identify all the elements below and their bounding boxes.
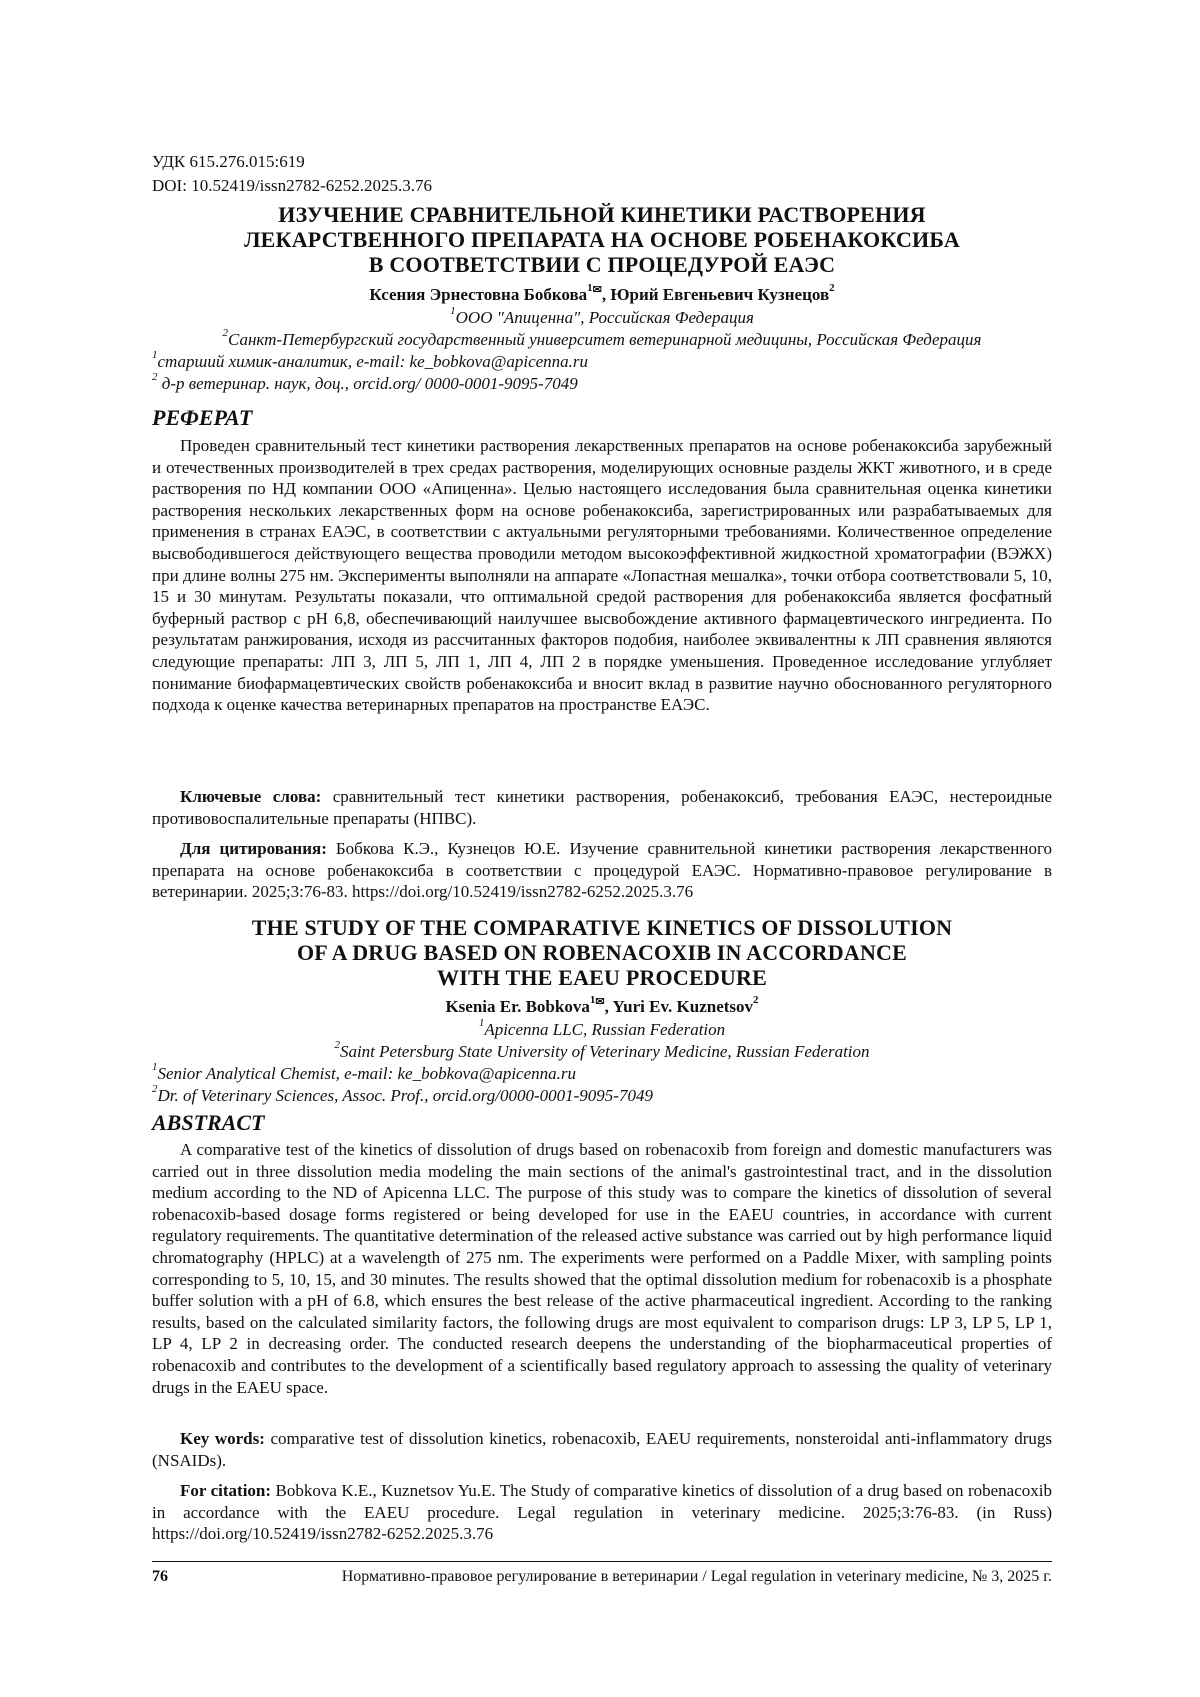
ru-title-line: ИЗУЧЕНИЕ СРАВНИТЕЛЬНОЙ КИНЕТИКИ РАСТВОРЕНИЯ — [152, 202, 1052, 227]
ru-abstract — [152, 435, 1052, 716]
en-keywords-text: comparative test of dissolution kinetics, robenacoxib, EAEU requirements, nonsteroidal anti-inflammatory drugs (NSAIDs). — [152, 1429, 1052, 1470]
ru-note-2-text: д-р ветеринар. наук, доц., orcid.org/ 0000-0001-9095-7049 — [158, 374, 578, 393]
ru-section-heading: РЕФЕРАТ — [152, 405, 1052, 431]
ru-aff-1-text: ООО "Апиценна", Российская Федерация — [456, 308, 754, 327]
en-abstract — [152, 1139, 1052, 1398]
ru-note-1-sup: 1 — [152, 349, 158, 361]
article-header — [152, 150, 1052, 198]
en-aff-2-sup: 2 — [334, 1039, 340, 1051]
article-page — [0, 0, 1200, 1697]
en-title — [152, 915, 1052, 990]
ru-affiliation-2 — [152, 329, 1052, 350]
en-author-1-sup: 1 — [590, 994, 596, 1006]
en-keywords-label: Key words: — [180, 1429, 265, 1448]
en-affiliation-1 — [152, 1019, 1052, 1040]
en-author-1: Ksenia Er. Bobkova — [445, 997, 589, 1016]
ru-title-line: ЛЕКАРСТВЕННОГО ПРЕПАРАТА НА ОСНОВЕ РОБЕНАКОКСИБА — [152, 227, 1052, 252]
ru-affiliation-1 — [152, 307, 1052, 328]
en-section-heading: ABSTRACT — [152, 1110, 1052, 1136]
ru-title-line: В СООТВЕТСТВИИ С ПРОЦЕДУРОЙ ЕАЭС — [152, 252, 1052, 277]
ru-keywords-text: сравнительный тест кинетики растворения, робенакоксиб, требования ЕАЭС, нестероидные противовоспалительные препараты (НПВС). — [152, 787, 1052, 828]
ru-keywords-label: Ключевые слова: — [180, 787, 321, 806]
en-author-note-1 — [152, 1063, 1052, 1084]
ru-aff-2-sup: 2 — [223, 327, 229, 339]
ru-authors: Ксения Эрнестовна Бобкова1✉, Юрий Евгеньевич Кузнецов2 — [152, 284, 1052, 306]
ru-author-note-2 — [152, 373, 1052, 394]
journal-name: Нормативно-правовое регулирование в ветеринарии / Legal regulation in veterinary medicine, № 3, 2025 г. — [342, 1567, 1052, 1587]
en-note-2-sup: 2 — [152, 1083, 158, 1095]
en-author-2: Yuri Ev. Kuznetsov — [612, 997, 753, 1016]
ru-author-1: Ксения Эрнестовна Бобкова — [369, 285, 587, 304]
en-author-sep: , — [605, 997, 613, 1016]
ru-author-sep: , — [602, 285, 611, 304]
ru-note-1-text: старший химик-аналитик, e-mail: ke_bobkova@apicenna.ru — [158, 352, 589, 371]
ru-author-2: Юрий Евгеньевич Кузнецов — [610, 285, 829, 304]
footer-divider — [152, 1561, 1052, 1562]
ru-aff-2-text: Санкт-Петербургский государственный университет ветеринарной медицины, Российская Федерация — [228, 330, 981, 349]
en-title-line: OF A DRUG BASED ON ROBENACOXIB IN ACCORDANCE — [152, 940, 1052, 965]
ru-citation-text: Бобкова К.Э., Кузнецов Ю.Е. Изучение сравнительной кинетики растворения лекарственного препарата на основе робенакоксиба в соответствии с процедурой ЕАЭС. Нормативно-правовое регулирование в ветеринарии. 2025;3:76-83. https://doi.org/10.52419/issn2782-6252.2025.3.76 — [152, 839, 1052, 901]
udk-code: УДК 615.276.015:619 — [152, 150, 1052, 174]
ru-author-note-1 — [152, 351, 1052, 372]
ru-citation-label: Для цитирования: — [180, 839, 327, 858]
ru-title — [152, 202, 1052, 277]
en-keywords — [152, 1428, 1052, 1471]
ru-keywords — [152, 786, 1052, 829]
en-aff-2-text: Saint Petersburg State University of Veterinary Medicine, Russian Federation — [340, 1042, 870, 1061]
ru-citation — [152, 838, 1052, 903]
en-aff-1-text: Apicenna LLC, Russian Federation — [484, 1020, 725, 1039]
en-author-note-2 — [152, 1085, 1052, 1106]
en-note-1-sup: 1 — [152, 1061, 158, 1073]
ru-abstract-text: Проведен сравнительный тест кинетики растворения лекарственных препаратов на основе робенакоксиба зарубежный и отечественных производителей в трех средах растворения, моделирующих основные разделы ЖКТ животного, и в среде растворения по НД компании ООО «Апиценна». Целью настоящего исследования была сравнительная оценка кинетики растворения нескольких лекарственных форм на основе робенакоксиба, зарегистрированных или разрабатываемых для применения в странах ЕАЭС, в соответствии с актуальными регуляторными требованиями. Количественное определение высвободившегося действующего вещества проводили методом высокоэффективной жидкостной хроматографии (ВЭЖХ) при длине волны 275 нм. Эксперименты выполняли на аппарате «Лопастная мешалка», точки отбора соответствовали 5, 10, 15 и 30 минутам. Результаты показали, что оптимальной средой растворения для робенакоксиба является фосфатный буферный раствор с pH 6,8, обеспечивающий наилучшее высвобождение активного фармацевтического ингредиента. По результатам ранжирования, исходя из рассчитанных факторов подобия, наиболее эквивалентны к ЛП сравнения являются следующие препараты: ЛП 3, ЛП 5, ЛП 1, ЛП 4, ЛП 2 в порядке уменьшения. Проведенное исследование углубляет понимание биофармацевтических свойств робенакоксиба и вносит вклад в развитие научно обоснованного регуляторного подхода к оценке качества ветеринарных препаратов на пространстве ЕАЭС. — [152, 435, 1052, 716]
ru-aff-1-sup: 1 — [450, 305, 456, 317]
en-title-line: WITH THE EAEU PROCEDURE — [152, 965, 1052, 990]
ru-note-2-sup: 2 — [152, 371, 158, 383]
en-citation-text: Bobkova K.E., Kuznetsov Yu.E. The Study of comparative kinetics of dissolution of a drug based on robenacoxib in accordance with the EAEU procedure. Legal regulation in veterinary medicine. 2025;3:76-83. (in Russ) https://doi.org/10.52419/issn2782-6252.2025.3.76 — [152, 1481, 1052, 1543]
en-aff-1-sup: 1 — [479, 1017, 485, 1029]
en-affiliation-2 — [152, 1041, 1052, 1062]
en-citation — [152, 1480, 1052, 1545]
en-author-2-sup: 2 — [753, 994, 759, 1006]
en-note-2-text: Dr. of Veterinary Sciences, Assoc. Prof., orcid.org/0000-0001-9095-7049 — [158, 1086, 653, 1105]
en-abstract-text: A comparative test of the kinetics of dissolution of drugs based on robenacoxib from foreign and domestic manufacturers was carried out in three dissolution media modeling the main sections of the animal's gastrointestinal tract, and in the dissolution medium according to the ND of Apicenna LLC. The purpose of this study was to compare the kinetics of dissolution of several robenacoxib-based dosage forms registered or being developed for use in the EAEU countries, in accordance with current regulatory requirements. The quantitative determination of the released active substance was carried out by high performance liquid chromatography (HPLC) at a wavelength of 275 nm. The experiments were performed on a Paddle Mixer, with sampling points corresponding to 5, 10, 15, and 30 minutes. The results showed that the optimal dissolution medium for robenacoxib is a phosphate buffer solution with a pH of 6.8, which ensures the best release of the active pharmaceutical ingredient. According to the ranking results, based on the calculated similarity factors, the following drugs are most equivalent to comparison drugs: LP 3, LP 5, LP 1, LP 4, LP 2 in decreasing order. The conducted research deepens the understanding of the biopharmaceutical properties of robenacoxib and contributes to the development of a scientifically based regulatory approach to assessing the quality of veterinary drugs in the EAEU space. — [152, 1139, 1052, 1398]
en-citation-label: For citation: — [180, 1481, 271, 1500]
en-title-line: THE STUDY OF THE COMPARATIVE KINETICS OF DISSOLUTION — [152, 915, 1052, 940]
ru-author-2-sup: 2 — [829, 282, 835, 294]
page-number: 76 — [152, 1567, 168, 1587]
ru-author-1-sup: 1 — [587, 282, 593, 294]
doi: DOI: 10.52419/issn2782-6252.2025.3.76 — [152, 174, 1052, 198]
en-note-1-text: Senior Analytical Chemist, e-mail: ke_bobkova@apicenna.ru — [158, 1064, 577, 1083]
en-authors: Ksenia Er. Bobkova1✉, Yuri Ev. Kuznetsov2 — [152, 996, 1052, 1018]
